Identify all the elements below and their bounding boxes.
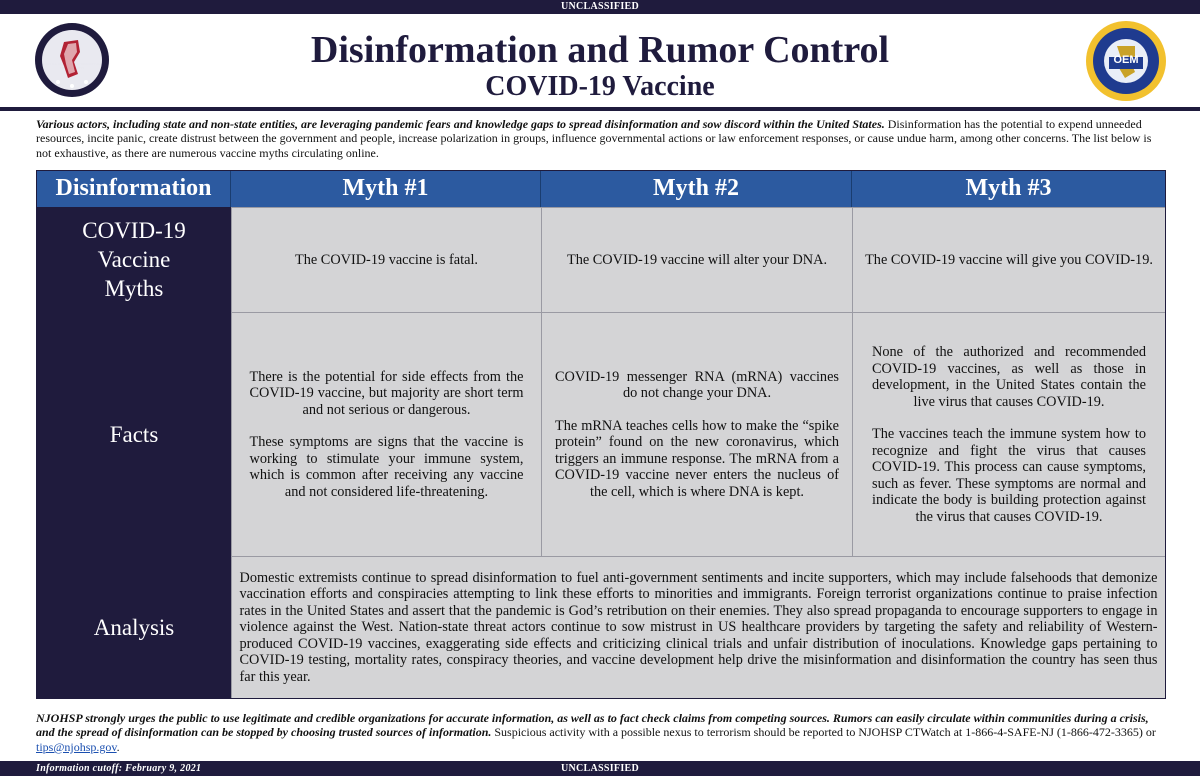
header-cell-myth-3: Myth #3 (852, 171, 1165, 207)
header-cell-myth-1: Myth #1 (231, 171, 541, 207)
fact-2-paragraph-1: COVID-19 messenger RNA (mRNA) vaccines do not change your DNA. (555, 368, 839, 402)
header-cell-myth-2: Myth #2 (541, 171, 852, 207)
information-cutoff: Information cutoff: February 9, 2021 (36, 763, 202, 774)
page-title: Disinformation and Rumor Control (310, 29, 890, 71)
fact-cell-3 (852, 312, 1165, 556)
tips-email-link[interactable]: tips@njohsp.gov (36, 739, 117, 754)
fact-3-paragraph-1: None of the authorized and recommended COVID-19 vaccines, as well as those in development, in the United States contain the live virus that causes COVID-19. (872, 344, 1146, 410)
footer-paragraph (36, 711, 1166, 754)
page-subtitle: COVID-19 Vaccine (485, 71, 715, 102)
fact-1-paragraph-1: There is the potential for side effects from the COVID-19 vaccine, but majority are short term and not serious or dangerous. (249, 368, 524, 418)
classification-label-bottom: UNCLASSIFIED (560, 763, 640, 774)
analysis-text: Domestic extremists continue to spread disinformation to fuel anti-government sentiments and incite supporters, which may include falsehoods that demonize vaccination efforts and conspiracies attempting to link these efforts to minorities and immigrants. Foreign terrorist organizations continue to praise infection rates in the United States and assert that the pandemic is God’s retribution on their enemies. They also spread propaganda to encourage supporters to engage in violence against the West. Nation-state threat actors continue to sow mistrust in US healthcare providers by targeting the safety and reliability of Western-produced COVID-19 vaccines, exaggerating side effects and criticizing clinical trials and unfair distribution of inoculations. Knowledge gaps pertaining to COVID-19 testing, mortality rates, conspiracy theories, and vaccine development help drive the misinformation and disinformation the country has seen thus far this year. (239, 569, 1158, 685)
fact-3-paragraph-2: The vaccines teach the immune system how to recognize and fight the virus that causes COVID-19. This process can cause symptoms, such as fever. These symptoms are normal and indicate the body is building protection against the virus that causes COVID-19. (872, 426, 1146, 525)
footer-text: Suspicious activity with a possible nexus to terrorism should be reported to NJOHSP CTWatch at 1-866-4-SAFE-NJ (1-866-472-3365) or (491, 725, 1156, 740)
analysis-cell (231, 556, 1165, 698)
fact-cell-1 (231, 312, 541, 556)
row-label-analysis: Analysis (37, 556, 231, 698)
intro-text: Disinformation has the potential to expend unneeded resources, incite panic, create distrust between the government and people, increase polarization in groups, influence governmental actions or law enforcement responses, or cause undue harm, among other concerns. The list below is not exhaustive, as there are numerous vaccine myths circulating online. (36, 117, 1152, 160)
row-label-facts: Facts (37, 312, 231, 556)
myth-cell-1: The COVID-19 vaccine is fatal. (231, 207, 541, 312)
header-cell-disinformation: Disinformation (37, 171, 231, 207)
myth-cell-3: The COVID-19 vaccine will give you COVID-19. (852, 207, 1165, 312)
classification-banner-top (0, 0, 1200, 14)
myths-facts-table (36, 170, 1166, 699)
myth-cell-2: The COVID-19 vaccine will alter your DNA. (541, 207, 852, 312)
intro-paragraph (36, 117, 1166, 160)
fact-2-paragraph-2: The mRNA teaches cells how to make the “spike protein” found on the new coronavirus, which triggers an immune response. The mRNA from a COVID-19 vaccine never enters the nucleus of the cell, which is where DNA is kept. (555, 417, 839, 500)
intro-emphasis: Various actors, including state and non-state entities, are leveraging pandemic fears and knowledge gaps to spread disinformation and sow discord within the United States. (36, 117, 885, 131)
footer-emphasis: NJOHSP strongly urges the public to use legitimate and credible organizations for accurate information, as well as to fact check claims from competing sources. Rumors can easily circulate within communities during a crisis, and the spread of disinformation can be stopped by choosing trusted sources of information. (36, 711, 1149, 740)
page-header (0, 14, 1200, 106)
row-label-myths: COVID-19 Vaccine Myths (37, 207, 231, 312)
nj-oem-seal-text: OEM (1113, 54, 1139, 66)
classification-banner-bottom (0, 761, 1200, 776)
fact-1-paragraph-2: These symptoms are signs that the vaccine is working to stimulate your immune system, which is common after receiving any vaccine and not considered life-threatening. (249, 434, 524, 500)
nj-oem-seal-fulltext (1085, 28, 1167, 32)
classification-label: UNCLASSIFIED (560, 1, 640, 12)
fact-cell-2 (541, 312, 852, 556)
header-divider (0, 107, 1200, 111)
footer-tail: . (116, 739, 120, 754)
